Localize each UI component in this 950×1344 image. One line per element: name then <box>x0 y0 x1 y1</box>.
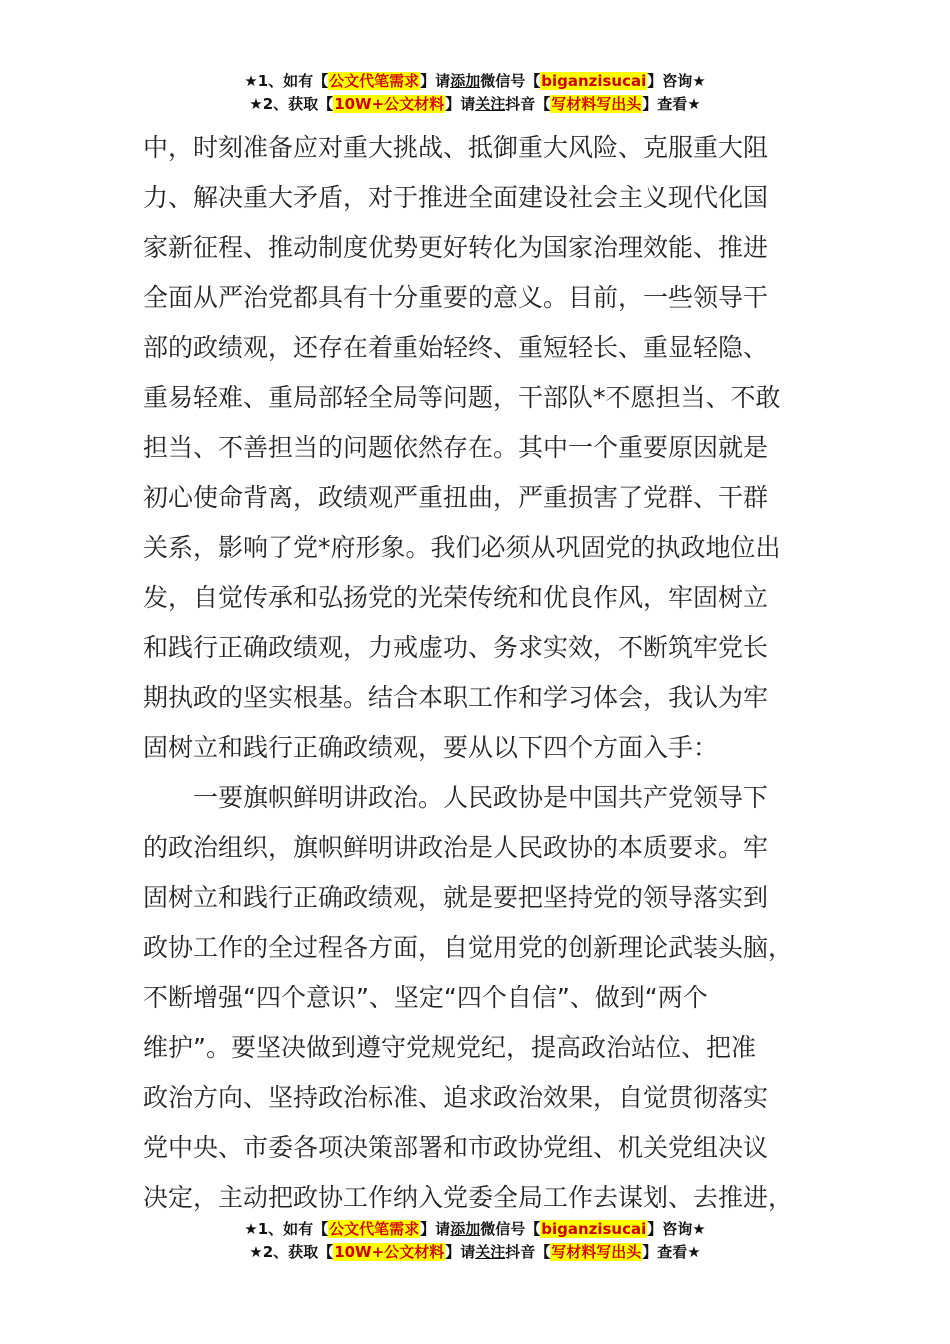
text-line: 期执政的坚实根基。结合本职工作和学习体会，我认为牢 <box>143 683 769 712</box>
banner-text: 微信号【 <box>480 1220 541 1238</box>
document-body <box>143 123 808 1223</box>
banner-underlined-text: 关注 <box>475 95 506 113</box>
header-banner <box>0 70 950 116</box>
text-line-indented: 一要旗帜鲜明讲政治。人民政协是中国共产党领导下 <box>193 783 769 812</box>
banner-text: ★1、如有【 <box>244 72 329 90</box>
text-line: 全面从严治党都具有十分重要的意义。目前，一些领导干 <box>143 283 769 312</box>
text-line: 初心使命背离，政绩观严重扭曲，严重损害了党群、干群 <box>143 483 769 512</box>
banner-text: ★2、获取【 <box>249 95 334 113</box>
text-line: 家新征程、推动制度优势更好转化为国家治理效能、推进 <box>143 233 769 262</box>
banner-line-1 <box>0 70 950 93</box>
text-line: 部的政绩观，还存在着重始轻终、重短轻长、重显轻隐、 <box>143 333 769 362</box>
text-line: 不断增强“四个意识”、坚定“四个自信”、做到“两个 <box>143 983 708 1012</box>
text-line: 决定，主动把政协工作纳入党委全局工作去谋划、去推进， <box>143 1183 794 1212</box>
text-line: 固树立和践行正确政绩观，要从以下四个方面入手： <box>143 733 719 762</box>
footer-banner <box>0 1218 950 1264</box>
banner-highlight: 写材料写出头 <box>551 1243 642 1261</box>
banner-text: 】请 <box>420 72 451 90</box>
banner-text: 】请 <box>445 95 476 113</box>
banner-highlight: 公文代笔需求 <box>329 72 420 90</box>
paragraph-2 <box>143 773 808 1223</box>
banner-text: 】请 <box>445 1243 476 1261</box>
banner-text: 】查看★ <box>642 1243 701 1261</box>
banner-underlined-text: 添加 <box>450 72 481 90</box>
text-line: 党中央、市委各项决策部署和市政协党组、机关党组决议 <box>143 1133 769 1162</box>
text-line: 发，自觉传承和弘扬党的光荣传统和优良作风，牢固树立 <box>143 583 769 612</box>
banner-text: ★1、如有【 <box>244 1220 329 1238</box>
banner-text: 】查看★ <box>642 95 701 113</box>
banner-text: 】咨询★ <box>647 72 706 90</box>
text-line: 政协工作的全过程各方面，自觉用党的创新理论武装头脑， <box>143 933 794 962</box>
banner-highlight: 公文代笔需求 <box>329 1220 420 1238</box>
paragraph-1 <box>143 123 808 773</box>
banner-line-2 <box>0 1241 950 1264</box>
text-line: 重易轻难、重局部轻全局等问题，干部队*不愿担当、不敢 <box>143 383 781 412</box>
banner-highlight: 写材料写出头 <box>551 95 642 113</box>
banner-line-1 <box>0 1218 950 1241</box>
banner-underlined-text: 添加 <box>450 1220 481 1238</box>
banner-text: 】请 <box>420 1220 451 1238</box>
text-line: 维护”。要坚决做到遵守党规党纪，提高政治站位、把准 <box>143 1033 756 1062</box>
banner-text: 】咨询★ <box>647 1220 706 1238</box>
text-line: 中，时刻准备应对重大挑战、抵御重大风险、克服重大阻 <box>143 133 769 162</box>
text-line: 固树立和践行正确政绩观，就是要把坚持党的领导落实到 <box>143 883 769 912</box>
banner-line-2 <box>0 93 950 116</box>
text-line: 关系，影响了党*府形象。我们必须从巩固党的执政地位出 <box>143 533 781 562</box>
text-line: 政治方向、坚持政治标准、追求政治效果，自觉贯彻落实 <box>143 1083 769 1112</box>
banner-underlined-text: 关注 <box>475 1243 506 1261</box>
banner-highlight: 10W+公文材料 <box>334 95 445 113</box>
banner-highlight: biganzisucai <box>541 72 647 90</box>
text-line: 的政治组织，旗帜鲜明讲政治是人民政协的本质要求。牢 <box>143 833 769 862</box>
text-line: 力、解决重大矛盾，对于推进全面建设社会主义现代化国 <box>143 183 769 212</box>
banner-text: 抖音【 <box>505 1243 551 1261</box>
banner-text: 微信号【 <box>480 72 541 90</box>
text-line: 担当、不善担当的问题依然存在。其中一个重要原因就是 <box>143 433 769 462</box>
banner-text: ★2、获取【 <box>249 1243 334 1261</box>
text-line: 和践行正确政绩观，力戒虚功、务求实效，不断筑牢党长 <box>143 633 769 662</box>
banner-text: 抖音【 <box>505 95 551 113</box>
banner-highlight: biganzisucai <box>541 1220 647 1238</box>
banner-highlight: 10W+公文材料 <box>334 1243 445 1261</box>
